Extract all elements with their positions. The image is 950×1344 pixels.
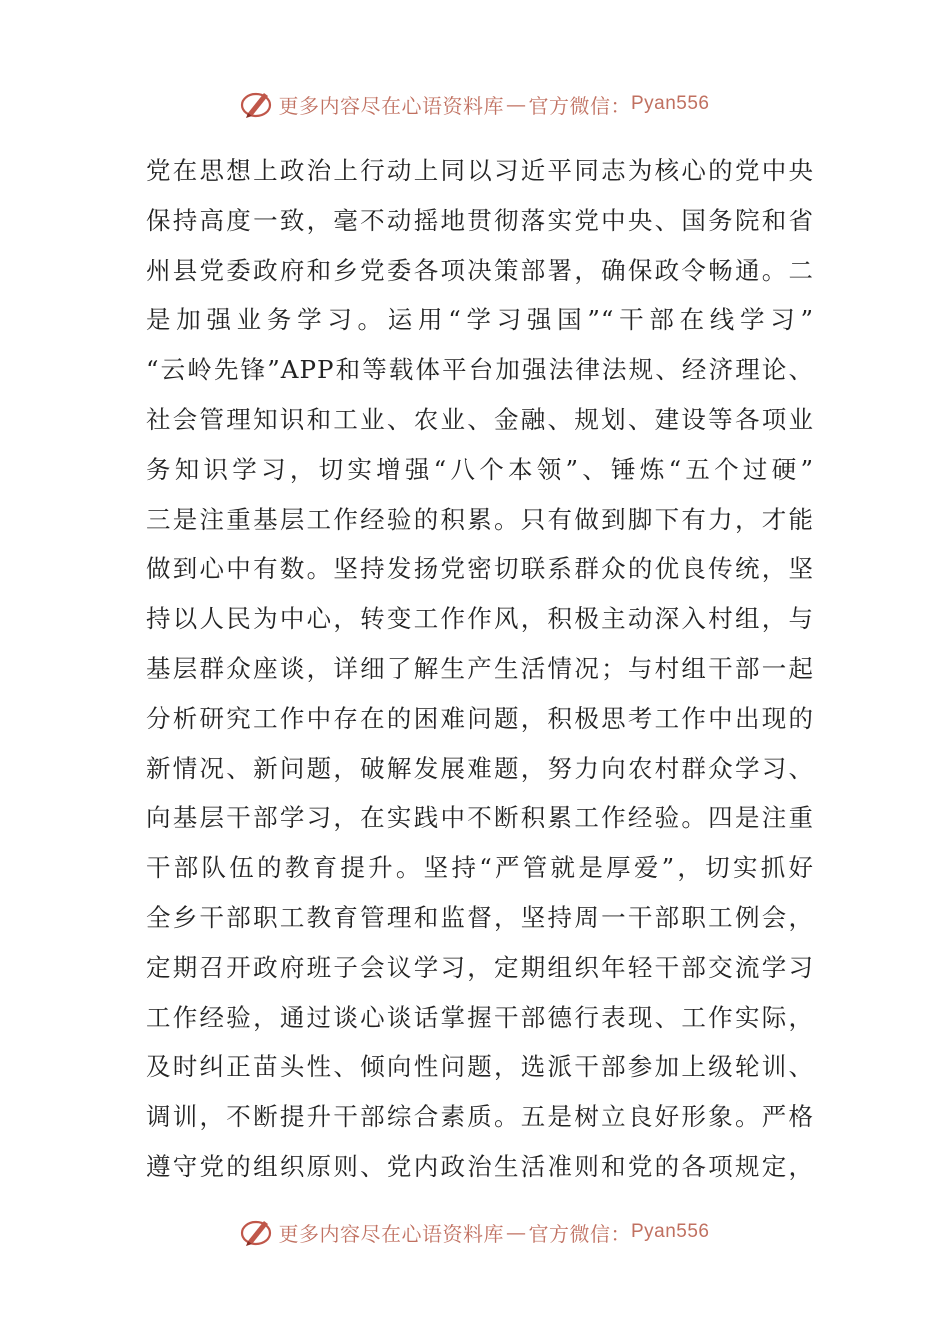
pen-logo-icon (240, 87, 274, 121)
body-line: 调训，不断提升干部综合素质。五是树立良好形象。严格 (146, 1102, 814, 1132)
banner-official-label: 官方微信： (528, 1221, 631, 1246)
header-banner (0, 84, 950, 124)
banner-brand: 更多内容尽在心语资料库 (278, 1221, 504, 1246)
body-line: 社会管理知识和工业、农业、金融、规划、建设等各项业 (146, 404, 814, 434)
body-line: 三是注重基层工作经验的积累。只有做到脚下有力，才能 (146, 504, 814, 534)
body-line: 做到心中有数。坚持发扬党密切联系群众的优良传统，坚 (146, 554, 814, 584)
banner-wechat-id: Pyan556 (630, 93, 710, 114)
body-line: 州县党委政府和乡党委各项决策部署，确保政令畅通。二 (146, 255, 814, 285)
body-line: 工作经验，通过谈心谈话掌握干部德行表现、工作实际， (146, 1002, 814, 1032)
banner-dash: — (505, 92, 527, 116)
pen-logo-icon (240, 1215, 274, 1249)
body-line: 及时纠正苗头性、倾向性问题，选派干部参加上级轮训、 (146, 1052, 814, 1082)
banner-dash: — (505, 1220, 527, 1244)
banner-official-label: 官方微信： (528, 93, 631, 118)
body-line: “云岭先锋”APP和等载体平台加强法律法规、经济理论、 (146, 355, 814, 385)
body-line: 是加强业务学习。运用“学习强国”“干部在线学习” (146, 305, 814, 335)
body-line: 分析研究工作中存在的困难问题，积极思考工作中出现的 (146, 703, 814, 733)
body-line: 保持高度一致，毫不动摇地贯彻落实党中央、国务院和省 (146, 205, 814, 235)
document-body (146, 146, 814, 1192)
body-line: 务知识学习，切实增强“八个本领”、锤炼“五个过硬” (146, 454, 814, 484)
body-line: 全乡干部职工教育管理和监督，坚持周一干部职工例会， (146, 902, 814, 932)
banner-brand: 更多内容尽在心语资料库 (278, 93, 504, 118)
body-line: 持以人民为中心，转变工作作风，积极主动深入村组，与 (146, 604, 814, 634)
body-line: 定期召开政府班子会议学习，定期组织年轻干部交流学习 (146, 952, 814, 982)
body-line: 新情况、新问题，破解发展难题，努力向农村群众学习、 (146, 753, 814, 783)
body-line: 向基层干部学习，在实践中不断积累工作经验。四是注重 (146, 803, 814, 833)
body-line: 干部队伍的教育提升。坚持“严管就是厚爱”，切实抓好 (146, 853, 814, 883)
body-line: 基层群众座谈，详细了解生产生活情况；与村组干部一起 (146, 653, 814, 683)
body-line: 遵守党的组织原则、党内政治生活准则和党的各项规定， (146, 1151, 814, 1181)
footer-banner (0, 1212, 950, 1252)
banner-wechat-id: Pyan556 (630, 1221, 710, 1242)
body-line: 党在思想上政治上行动上同以习近平同志为核心的党中央 (146, 156, 814, 185)
